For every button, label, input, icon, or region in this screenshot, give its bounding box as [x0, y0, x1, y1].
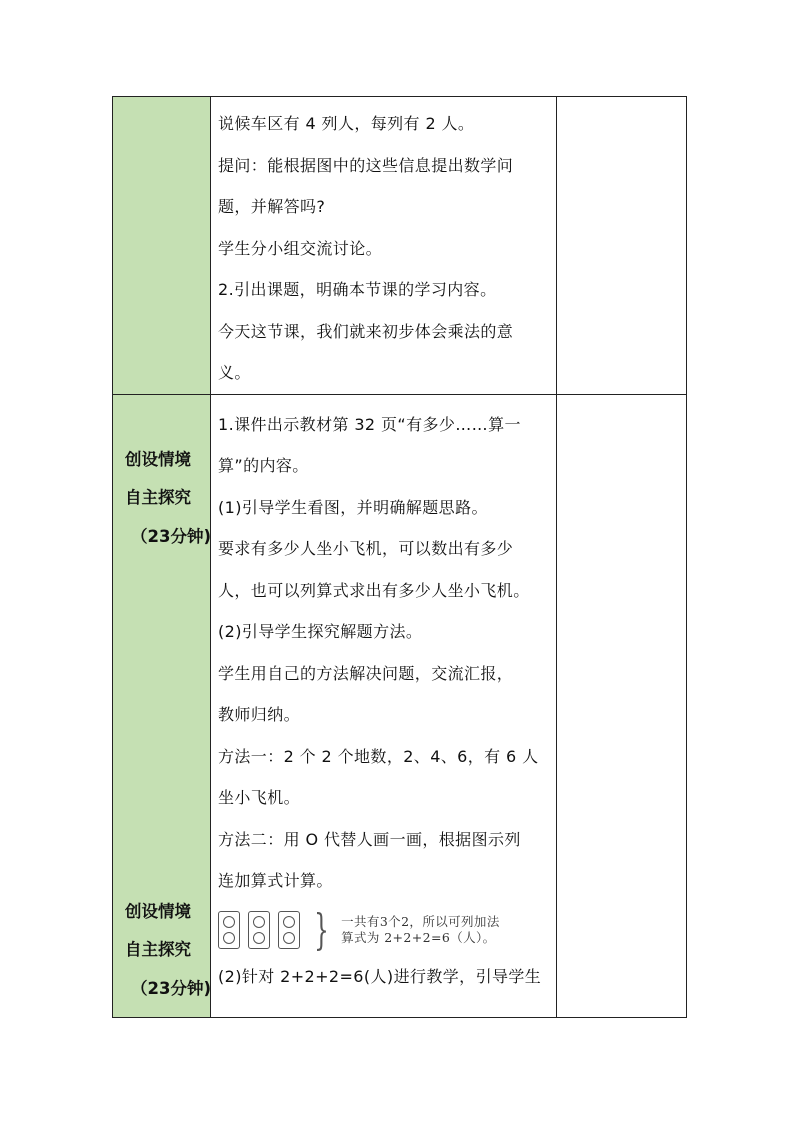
content-line: (2)针对 2+2+2=6(人)进行教学，引导学生 — [218, 966, 542, 986]
content-line: 连加算式计算。 — [218, 871, 333, 890]
section-label — [113, 441, 210, 557]
content-cell — [211, 97, 557, 395]
content-line: 学生分小组交流讨论。 — [218, 238, 383, 258]
content-line: 提问：能根据图中的这些信息提出数学问 — [218, 155, 514, 175]
content-line: 坐小飞机。 — [218, 788, 301, 807]
section-duration: （23分钟) — [131, 526, 212, 546]
person-circle — [283, 916, 295, 928]
content-line: (2)引导学生探究解题方法。 — [218, 622, 423, 641]
content-line: 义。 — [218, 363, 251, 382]
content-line: 算”的内容。 — [218, 456, 309, 475]
section-label-line: 自主探究 — [125, 940, 191, 959]
section-label-line: 自主探究 — [125, 488, 191, 507]
person-circle — [283, 932, 295, 944]
notes-cell — [557, 97, 687, 395]
content-line: 要求有多少人坐小飞机，可以数出有多少 — [218, 539, 514, 558]
seat-pair-figure — [248, 911, 270, 949]
lesson-plan-table — [112, 96, 687, 1018]
content-line: (1)引导学生看图，并明确解题思路。 — [218, 497, 488, 517]
content-line: 1.课件出示教材第 32 页“有多少……算一 — [218, 414, 521, 434]
section-label-line: 创设情境 — [125, 449, 191, 469]
content-cell — [211, 394, 557, 1017]
seat-pair-figure — [278, 911, 300, 949]
content-line: 方法二：用 O 代替人画一画，根据图示列 — [218, 829, 521, 849]
content-line: 人，也可以列算式求出有多少人坐小飞机。 — [218, 580, 530, 600]
content-line: 说候车区有 4 列人，每列有 2 人。 — [218, 114, 475, 133]
seat-pair-figure — [218, 911, 240, 949]
notes-cell — [557, 394, 687, 1017]
content-line: 方法一：2 个 2 个地数，2、4、6，有 6 人 — [218, 746, 539, 766]
section-duration: （23分钟) — [131, 978, 212, 998]
person-circle — [253, 932, 265, 944]
brace-icon: } — [314, 904, 330, 954]
person-circle — [253, 916, 265, 928]
table-row — [113, 394, 687, 1017]
figure-caption-line: 一共有3个2，所以可列加法 — [341, 913, 500, 929]
section-label-cell — [113, 394, 211, 1017]
section-label-line: 创设情境 — [125, 901, 191, 921]
person-circle — [223, 916, 235, 928]
table-row — [113, 97, 687, 395]
seat-diagram — [218, 904, 552, 954]
content-line: 题，并解答吗? — [218, 197, 326, 216]
section-label-cell — [113, 97, 211, 395]
content-line: 学生用自己的方法解决问题，交流汇报， — [218, 663, 514, 683]
content-line: 教师归纳。 — [218, 705, 301, 724]
content-line: 2.引出课题，明确本节课的学习内容。 — [218, 280, 497, 299]
figure-caption-line: 算式为 2+2+2=6（人）。 — [341, 929, 496, 945]
content-line: 今天这节课，我们就来初步体会乘法的意 — [218, 321, 514, 341]
person-circle — [223, 932, 235, 944]
figure-caption — [341, 914, 500, 946]
section-label-repeat — [113, 893, 210, 1009]
